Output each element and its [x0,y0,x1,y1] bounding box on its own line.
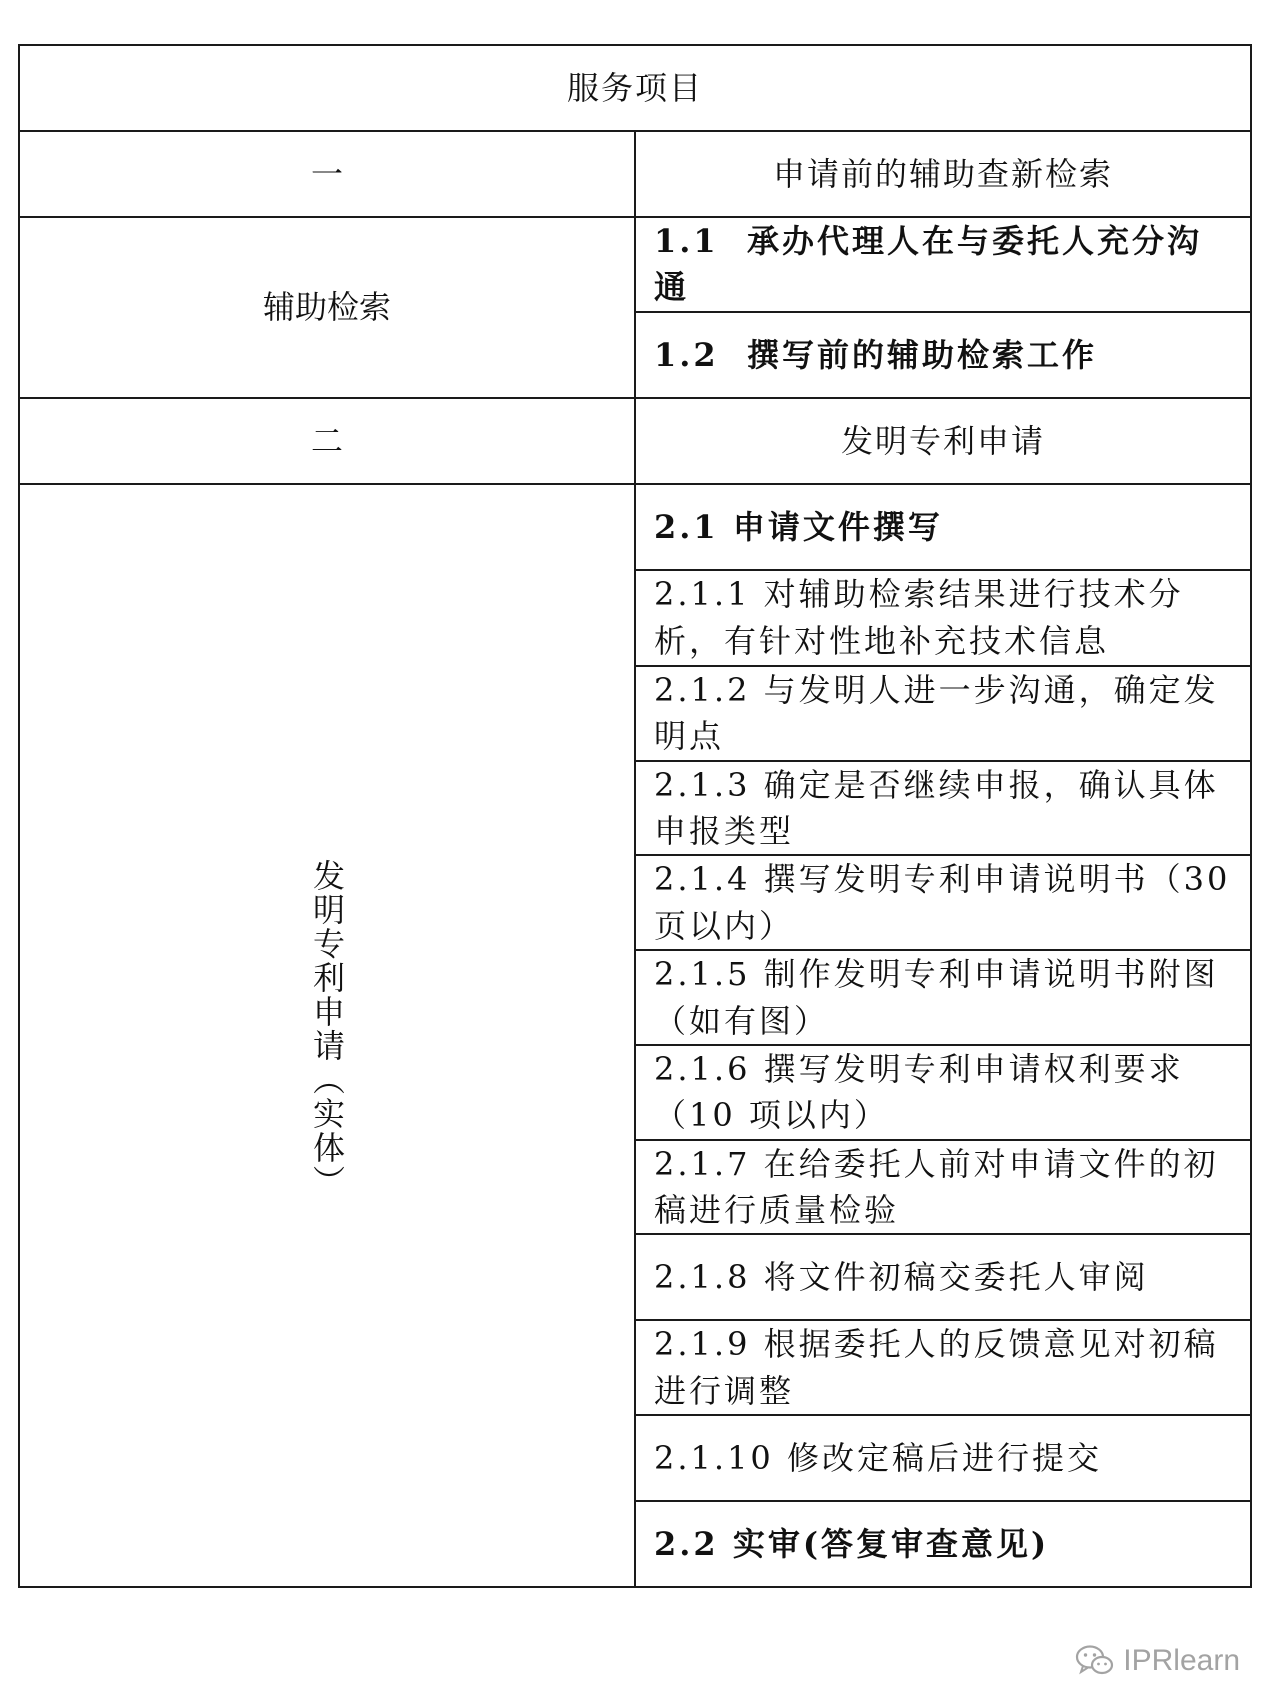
item-2-1-5: 2.1.5 制作发明专利申请说明书附图（如有图） [635,950,1251,1045]
item-text: 申请文件撰写 [732,507,943,546]
subsection-2-2 [635,1501,1251,1587]
group-label-2 [19,484,635,1587]
item-code: 1.2 [654,335,719,374]
item-1-2 [635,312,1251,398]
item-2-1-7: 2.1.7 在给委托人前对申请文件的初稿进行质量检验 [635,1140,1251,1235]
group-label-1: 辅助检索 [19,217,635,398]
item-2-1-9: 2.1.9 根据委托人的反馈意见对初稿进行调整 [635,1320,1251,1415]
item-2-1-10: 2.1.10 修改定稿后进行提交 [635,1415,1251,1501]
item-2-1-6: 2.1.6 撰写发明专利申请权利要求（10 项以内） [635,1045,1251,1140]
watermark-text: IPRlearn [1123,1644,1240,1677]
wechat-icon [1075,1644,1115,1678]
item-code: 2.2 [654,1525,719,1564]
item-2-1-1: 2.1.1 对辅助检索结果进行技术分析，有针对性地补充技术信息 [635,570,1251,666]
group-label-2-text: 发明专利申请（实体） [308,859,346,1200]
table-header: 服务项目 [19,45,1251,131]
service-table [18,44,1252,1588]
watermark [1075,1644,1240,1678]
section-row-1 [19,131,1251,217]
table-row [19,484,1251,570]
section-number-2: 二 [19,398,635,484]
item-code: 1.1 [654,222,719,260]
section-row-2 [19,398,1251,484]
subsection-2-1 [635,484,1251,570]
item-1-1 [635,217,1251,312]
item-text: 撰写前的辅助检索工作 [746,335,1097,374]
section-title-1: 申请前的辅助查新检索 [635,131,1251,217]
section-title-2: 发明专利申请 [635,398,1251,484]
item-text: 承办代理人在与委托人充分沟通 [654,222,1202,307]
item-2-1-8: 2.1.8 将文件初稿交委托人审阅 [635,1234,1251,1320]
header-row [19,45,1251,131]
section-number-1: 一 [19,131,635,217]
item-text: 实审(答复审查意见) [732,1525,1050,1564]
item-2-1-4: 2.1.4 撰写发明专利申请说明书（30 页以内） [635,855,1251,950]
item-2-1-2: 2.1.2 与发明人进一步沟通，确定发明点 [635,666,1251,761]
table-row [19,217,1251,312]
item-2-1-3: 2.1.3 确定是否继续申报，确认具体申报类型 [635,761,1251,856]
item-code: 2.1 [654,507,719,546]
